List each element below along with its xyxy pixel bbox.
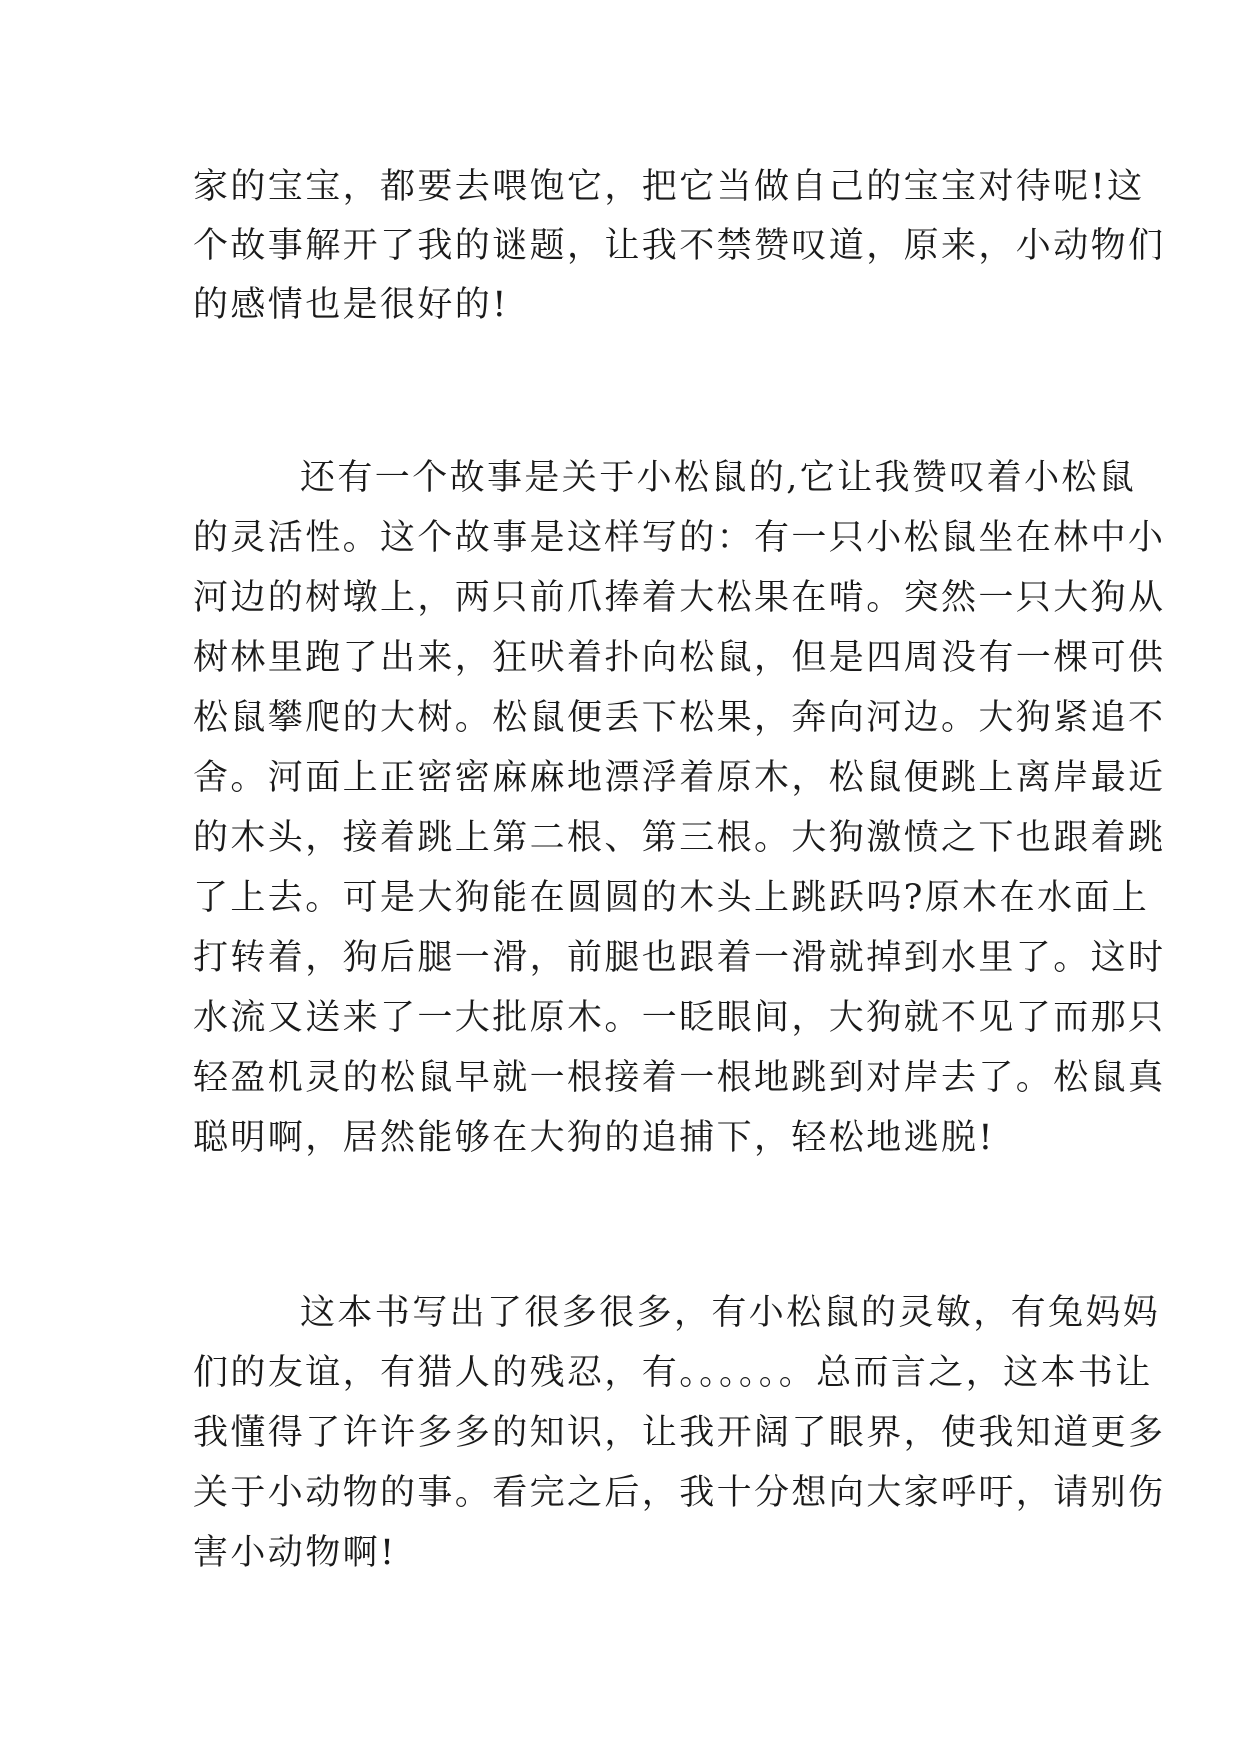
text-line: 轻盈机灵的松鼠早就一根接着一根地跳到对岸去了。松鼠真 bbox=[193, 1058, 1166, 1098]
text-line: 了上去。可是大狗能在圆圆的木头上跳跃吗?原木在水面上 bbox=[193, 878, 1150, 918]
text-line: 松鼠攀爬的大树。松鼠便丢下松果，奔向河边。大狗紧追不 bbox=[193, 698, 1166, 738]
text-line: 河边的树墩上，两只前爪捧着大松果在啃。突然一只大狗从 bbox=[193, 578, 1166, 618]
text-line: 的感情也是很好的! bbox=[193, 285, 509, 325]
text-line: 我懂得了许许多多的知识，让我开阔了眼界，使我知道更多 bbox=[193, 1413, 1166, 1453]
text-line: 的灵活性。这个故事是这样写的：有一只小松鼠坐在林中小 bbox=[193, 518, 1166, 558]
text-line: 害小动物啊! bbox=[193, 1533, 397, 1573]
text-line: 家的宝宝，都要去喂饱它，把它当做自己的宝宝对待呢!这 bbox=[193, 167, 1145, 207]
text-line: 还有一个故事是关于小松鼠的,它让我赞叹着小松鼠 bbox=[300, 458, 1137, 498]
text-line: 聪明啊，居然能够在大狗的追捕下，轻松地逃脱! bbox=[193, 1118, 995, 1158]
text-line: 这本书写出了很多很多，有小松鼠的灵敏，有兔妈妈 bbox=[300, 1293, 1161, 1333]
text-line: 的木头，接着跳上第二根、第三根。大狗激愤之下也跟着跳 bbox=[193, 818, 1166, 858]
text-line: 舍。河面上正密密麻麻地漂浮着原木，松鼠便跳上离岸最近 bbox=[193, 758, 1166, 798]
text-line: 个故事解开了我的谜题，让我不禁赞叹道，原来，小动物们 bbox=[193, 226, 1166, 266]
text-line: 们的友谊，有猎人的残忍，有。。。。。。总而言之，这本书让 bbox=[193, 1353, 1153, 1393]
text-line: 打转着，狗后腿一滑，前腿也跟着一滑就掉到水里了。这时 bbox=[193, 938, 1166, 978]
text-line: 树林里跑了出来，狂吠着扑向松鼠，但是四周没有一棵可供 bbox=[193, 638, 1166, 678]
text-line: 水流又送来了一大批原木。一眨眼间，大狗就不见了而那只 bbox=[193, 998, 1166, 1038]
text-line: 关于小动物的事。看完之后，我十分想向大家呼吁，请别伤 bbox=[193, 1473, 1166, 1513]
